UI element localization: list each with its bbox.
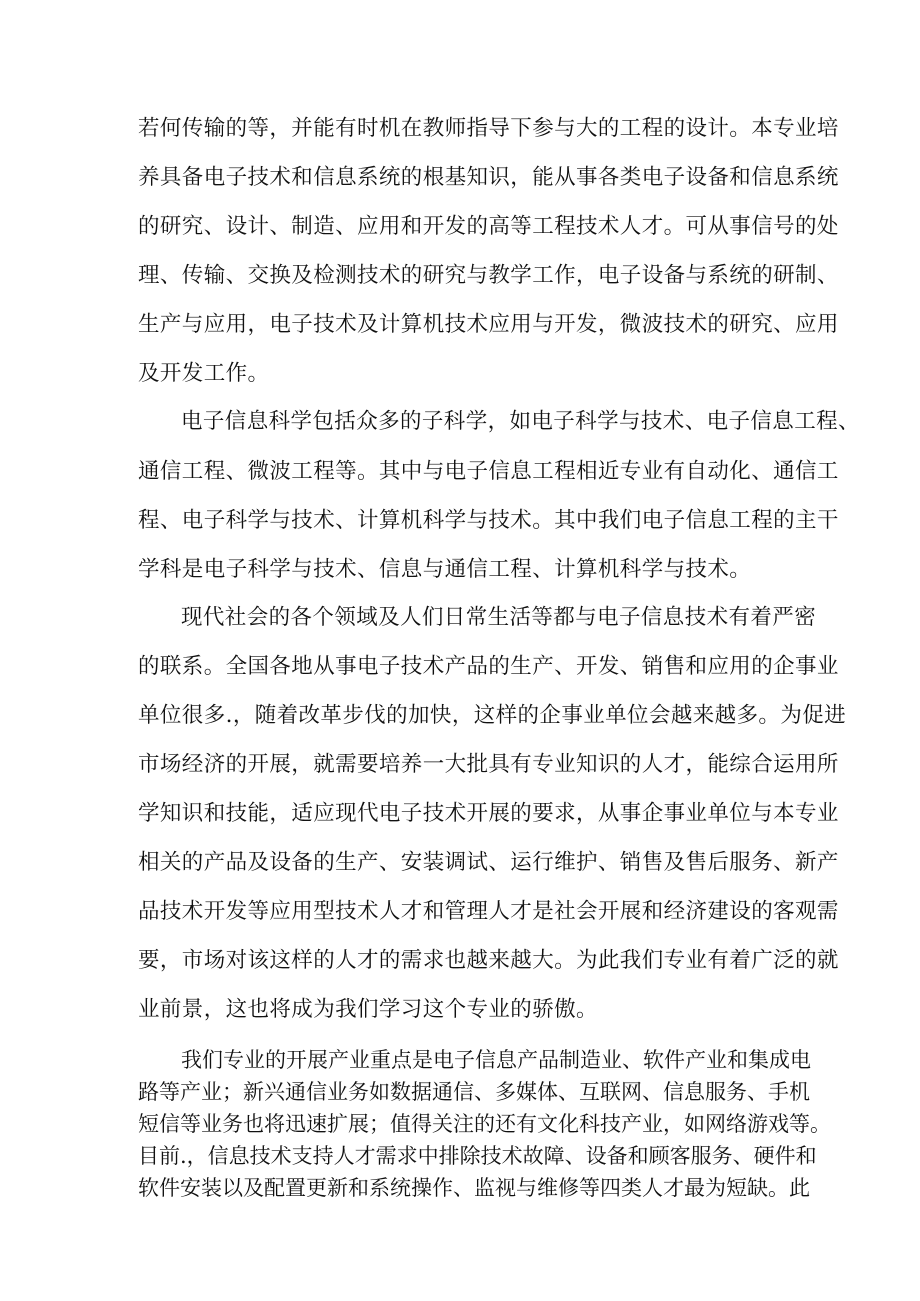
text-line: 生产与应用，电子技术及计算机技术应用与开发，微波技术的研究、应用: [138, 312, 839, 337]
text-line: 通信工程、微波工程等。其中与电子信息工程相近专业有自动化、通信工: [138, 459, 839, 484]
text-line: 相关的产品及设备的生产、安装调试、运行维护、销售及售后服务、新产: [138, 850, 839, 875]
text-line: 学科是电子科学与技术、信息与通信工程、计算机科学与技术。: [138, 557, 752, 582]
text-line: 及开发工作。: [138, 361, 270, 386]
text-line: 单位很多.，随着改革步伐的加快，这样的企事业单位会越来越多。为促进: [138, 703, 847, 728]
text-line: 学知识和技能，适应现代电子技术开展的要求，从事企事业单位与本专业: [138, 801, 839, 826]
text-line: 市场经济的开展，就需要培养一大批具有专业知识的人才，能综合运用所: [138, 752, 839, 777]
text-line: 程、电子科学与技术、计算机科学与技术。其中我们电子信息工程的主干: [138, 508, 839, 533]
text-line: 理、传输、交换及检测技术的研究与教学工作，电子设备与系统的研制、: [138, 263, 839, 288]
text-line: 现代社会的各个领域及人们日常生活等都与电子信息技术有着严密: [181, 605, 817, 630]
text-line: 若何传输的等，并能有时机在教师指导下参与大的工程的设计。本专业培: [138, 116, 839, 141]
text-line: 业前景，这也将成为我们学习这个专业的骄傲。: [138, 997, 598, 1022]
text-line: 的研究、设计、制造、应用和开发的高等工程技术人才。可从事信号的处: [138, 214, 839, 239]
text-line: 电子信息科学包括众多的子科学，如电子科学与技术、电子信息工程、: [181, 409, 860, 434]
text-line: 路等产业；新兴通信业务如数据通信、多媒体、互联网、信息服务、手机: [138, 1080, 810, 1104]
text-line: 养具备电子技术和信息系统的根基知识，能从事各类电子设备和信息系统: [138, 165, 839, 190]
text-line: 品技术开发等应用型技术人才和管理人才是社会开展和经济建设的客观需: [138, 899, 839, 924]
text-line: 目前.，信息技术支持人才需求中排除技术故障、设备和顾客服务、硬件和: [138, 1144, 817, 1168]
text-line: 要，市场对该这样的人才的需求也越来越大。为此我们专业有着广泛的就: [138, 948, 839, 973]
text-line: 的联系。全国各地从事电子技术产品的生产、开发、销售和应用的企事业: [138, 654, 839, 679]
text-line: 我们专业的开展产业重点是电子信息产品制造业、软件产业和集成电: [181, 1048, 811, 1072]
text-line: 短信等业务也将迅速扩展；值得关注的还有文化科技产业，如网络游戏等。: [138, 1112, 831, 1136]
text-line: 软件安装以及配置更新和系统操作、监视与维修等四类人才最为短缺。此: [138, 1176, 810, 1200]
